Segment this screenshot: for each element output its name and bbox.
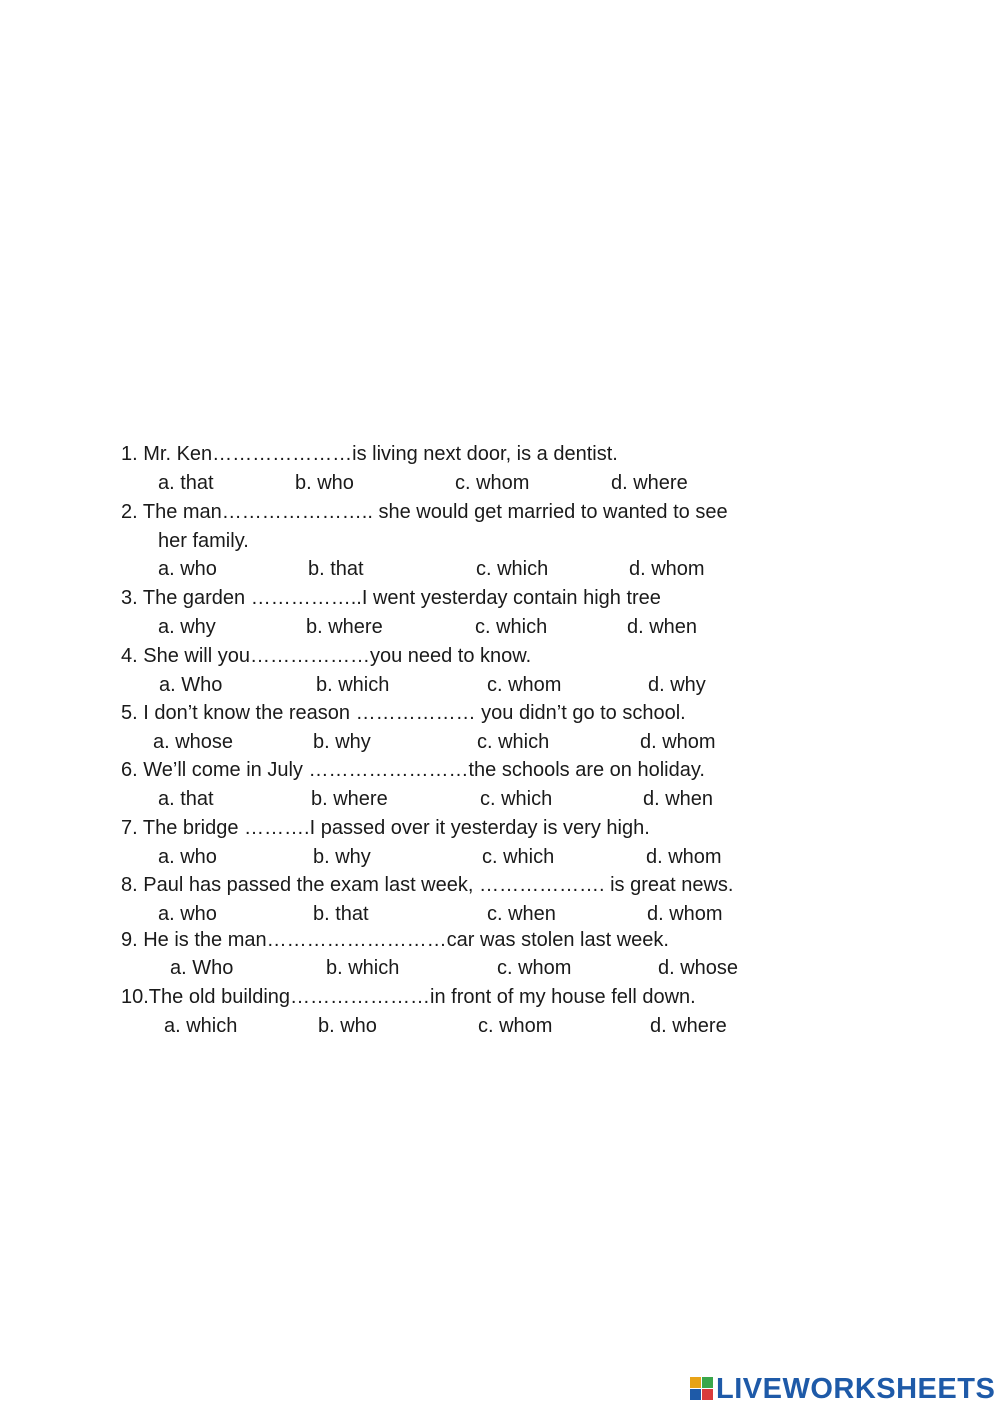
q6-option-a[interactable]: a. that [158, 788, 214, 810]
q1-option-c[interactable]: c. whom [455, 472, 530, 494]
q1-option-b[interactable]: b. who [295, 472, 354, 494]
q5-option-b[interactable]: b. why [313, 731, 371, 753]
logo-icon-tile [690, 1377, 701, 1388]
q4-option-b[interactable]: b. which [316, 674, 390, 696]
q4-option-d[interactable]: d. why [648, 674, 706, 696]
q10-option-c[interactable]: c. whom [478, 1015, 553, 1037]
q10-option-b[interactable]: b. who [318, 1015, 377, 1037]
logo-text: LIVEWORKSHEETS [716, 1372, 996, 1405]
q3-option-b[interactable]: b. where [306, 616, 383, 638]
q8-option-d[interactable]: d. whom [647, 903, 723, 925]
liveworksheets-logo-icon [690, 1377, 714, 1401]
q9-option-b[interactable]: b. which [326, 957, 400, 979]
q2-option-b[interactable]: b. that [308, 558, 364, 580]
q5-option-d[interactable]: d. whom [640, 731, 716, 753]
logo-icon-tile [702, 1377, 713, 1388]
logo-icon-tile [690, 1389, 701, 1400]
q7-option-b[interactable]: b. why [313, 846, 371, 868]
q2-option-d[interactable]: d. whom [629, 558, 705, 580]
question-2: 2. The man………………….. she would get married to wanted to see [121, 501, 728, 523]
q5-option-a[interactable]: a. whose [153, 731, 234, 753]
q9-option-d[interactable]: d. whose [658, 957, 739, 979]
q8-option-a[interactable]: a. who [158, 903, 217, 925]
q7-option-a[interactable]: a. who [158, 846, 217, 868]
question-7: 7. The bridge ……….I passed over it yesterday is very high. [121, 817, 650, 839]
question-1: 1. Mr. Ken…………………is living next door, is a dentist. [121, 443, 618, 465]
question-9: 9. He is the man………………………car was stolen last week. [121, 929, 669, 951]
q3-option-a[interactable]: a. why [158, 616, 216, 638]
q2-option-c[interactable]: c. which [476, 558, 549, 580]
q3-option-d[interactable]: d. when [627, 616, 698, 638]
question-2-continuation: her family. [158, 530, 249, 552]
q1-option-d[interactable]: d. where [611, 472, 688, 494]
liveworksheets-logo[interactable] [690, 1373, 995, 1405]
q7-option-c[interactable]: c. which [482, 846, 555, 868]
logo-icon-tile [702, 1389, 713, 1400]
q6-option-b[interactable]: b. where [311, 788, 388, 810]
q2-option-a[interactable]: a. who [158, 558, 217, 580]
question-8: 8. Paul has passed the exam last week, ………………. is great news. [121, 874, 734, 896]
q1-option-a[interactable]: a. that [158, 472, 214, 494]
q10-option-d[interactable]: d. where [650, 1015, 727, 1037]
q3-option-c[interactable]: c. which [475, 616, 548, 638]
q5-option-c[interactable]: c. which [477, 731, 550, 753]
q8-option-b[interactable]: b. that [313, 903, 369, 925]
question-6: 6. We’ll come in July ……………………the schools are on holiday. [121, 759, 705, 781]
q4-option-a[interactable]: a. Who [159, 674, 223, 696]
q6-option-d[interactable]: d. when [643, 788, 714, 810]
question-5: 5. I don’t know the reason ……………… you didn’t go to school. [121, 702, 686, 724]
q6-option-c[interactable]: c. which [480, 788, 553, 810]
q9-option-c[interactable]: c. whom [497, 957, 572, 979]
q9-option-a[interactable]: a. Who [170, 957, 234, 979]
q8-option-c[interactable]: c. when [487, 903, 556, 925]
question-3: 3. The garden ……………..I went yesterday contain high tree [121, 587, 661, 609]
q10-option-a[interactable]: a. which [164, 1015, 238, 1037]
q4-option-c[interactable]: c. whom [487, 674, 562, 696]
question-10: 10.The old building…………………in front of my house fell down. [121, 986, 696, 1008]
q7-option-d[interactable]: d. whom [646, 846, 722, 868]
question-4: 4. She will you………………you need to know. [121, 645, 532, 667]
